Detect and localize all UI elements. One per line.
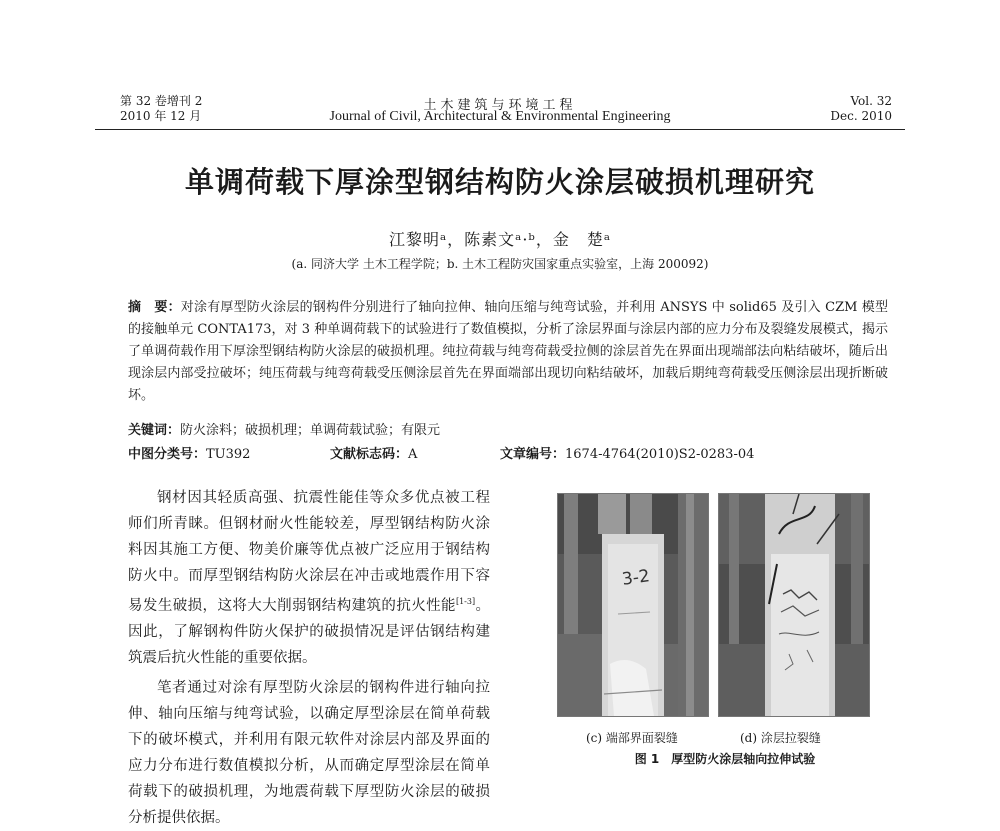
keywords bbox=[128, 419, 440, 438]
paragraph-1-text: 钢材因其轻质高强、抗震性能佳等众多优点被工程师们所青睐。但钢材耐火性能较差，厚型钢结构防火涂料因其施工方便、物美价廉等优点被广泛应用于钢结构防火中。而厚型钢结构防火涂层在冲击或地震作用下容易发生破损，这将大大削弱钢结构建筑的抗火性能 bbox=[128, 490, 490, 614]
classification bbox=[128, 443, 250, 462]
doc-code bbox=[330, 443, 417, 462]
caption-c: (c) 端部界面裂缝 bbox=[586, 731, 678, 745]
citation-ref: [1-3] bbox=[455, 597, 476, 606]
caption-d: (d) 涂层拉裂缝 bbox=[740, 731, 821, 745]
paragraph-2: 笔者通过对涂有厚型防火涂层的钢构件进行轴向拉伸、轴向压缩与纯弯试验，以确定厚型涂层在简单荷载下的破坏模式，并利用有限元软件对涂层内部及界面的应力分布进行数值模拟分析，从而确定厚型涂层在简单荷载下的破损机理，为地震荷载下厚型防火涂层的破损分析提供依据。 bbox=[128, 679, 490, 826]
keywords-label: 关键词： bbox=[128, 423, 181, 438]
photo-c-image bbox=[558, 494, 708, 716]
article-number bbox=[500, 443, 754, 462]
abstract-text: 对涂有厚型防火涂层的钢构件分别进行了轴向拉伸、轴向压缩与纯弯试验，并利用 ANSYS 中 solid65 及引入 CZM 模型的接触单元 CONTA173，对 3 种单调荷载下的试验进行了数值模拟，分析了涂层界面与涂层内部的应力分布及裂缝发展模式，揭示了单调荷载作用下厚涂型钢结构防火涂层的破损机理。纯拉荷载与纯弯荷载受拉侧的涂层首先在界面出现端部法向粘结破坏，随后出现涂层内部受拉破坏；纯压荷载与纯弯荷载受压侧涂层首先在界面端部出现切向粘结破坏，加载后期纯弯荷载受压侧涂层出现折断破坏。 bbox=[128, 300, 888, 403]
photo-end-interface-crack bbox=[557, 493, 709, 717]
keywords-text: 防火涂料；破损机理；单调荷载试验；有限元 bbox=[180, 423, 441, 438]
header-rule bbox=[95, 129, 905, 130]
authors: 江黎明ᵃ，陈素文ᵃ·ᵇ，金 楚ᵃ bbox=[388, 230, 611, 249]
journal-name-en: Journal of Civil, Architectural & Environmental Engineering bbox=[329, 109, 671, 124]
journal-name-cn: 土木建筑与环境工程 bbox=[423, 98, 577, 113]
doc-code-value: A bbox=[408, 447, 418, 462]
paper-title: 单调荷载下厚涂型钢结构防火涂层破损机理研究 bbox=[184, 165, 815, 199]
doc-code-label: 文献标志码： bbox=[330, 447, 409, 462]
date-cn: 2010 年 12 月 bbox=[120, 109, 202, 123]
article-number-value: 1674-4764(2010)S2-0283-04 bbox=[565, 447, 755, 462]
classification-value: TU392 bbox=[206, 447, 251, 462]
figure-caption: 图 1 厚型防火涂层轴向拉伸试验 bbox=[634, 752, 816, 766]
volume-en: Vol. 32 bbox=[850, 94, 892, 108]
classification-label: 中图分类号： bbox=[128, 447, 207, 462]
specimen-label: 3-2 bbox=[620, 566, 652, 590]
abstract-label: 摘 要： bbox=[128, 300, 181, 315]
photo-coating-tension-crack bbox=[718, 493, 870, 717]
paragraph-1-tail: 。因此，了解钢构件防火保护的破损情况是评估钢结构建筑震后抗火性能的重要依据。 bbox=[128, 597, 491, 666]
paragraph-1 bbox=[128, 485, 490, 671]
affiliation: (a. 同济大学 土木工程学院；b. 土木工程防灾国家重点实验室，上海 200092) bbox=[291, 257, 709, 271]
date-en: Dec. 2010 bbox=[830, 109, 892, 123]
body-text bbox=[128, 485, 490, 831]
article-number-label: 文章编号： bbox=[500, 447, 566, 462]
abstract bbox=[128, 297, 888, 407]
photo-d-image bbox=[719, 494, 869, 716]
volume-cn: 第 32 卷增刊 2 bbox=[120, 94, 203, 108]
